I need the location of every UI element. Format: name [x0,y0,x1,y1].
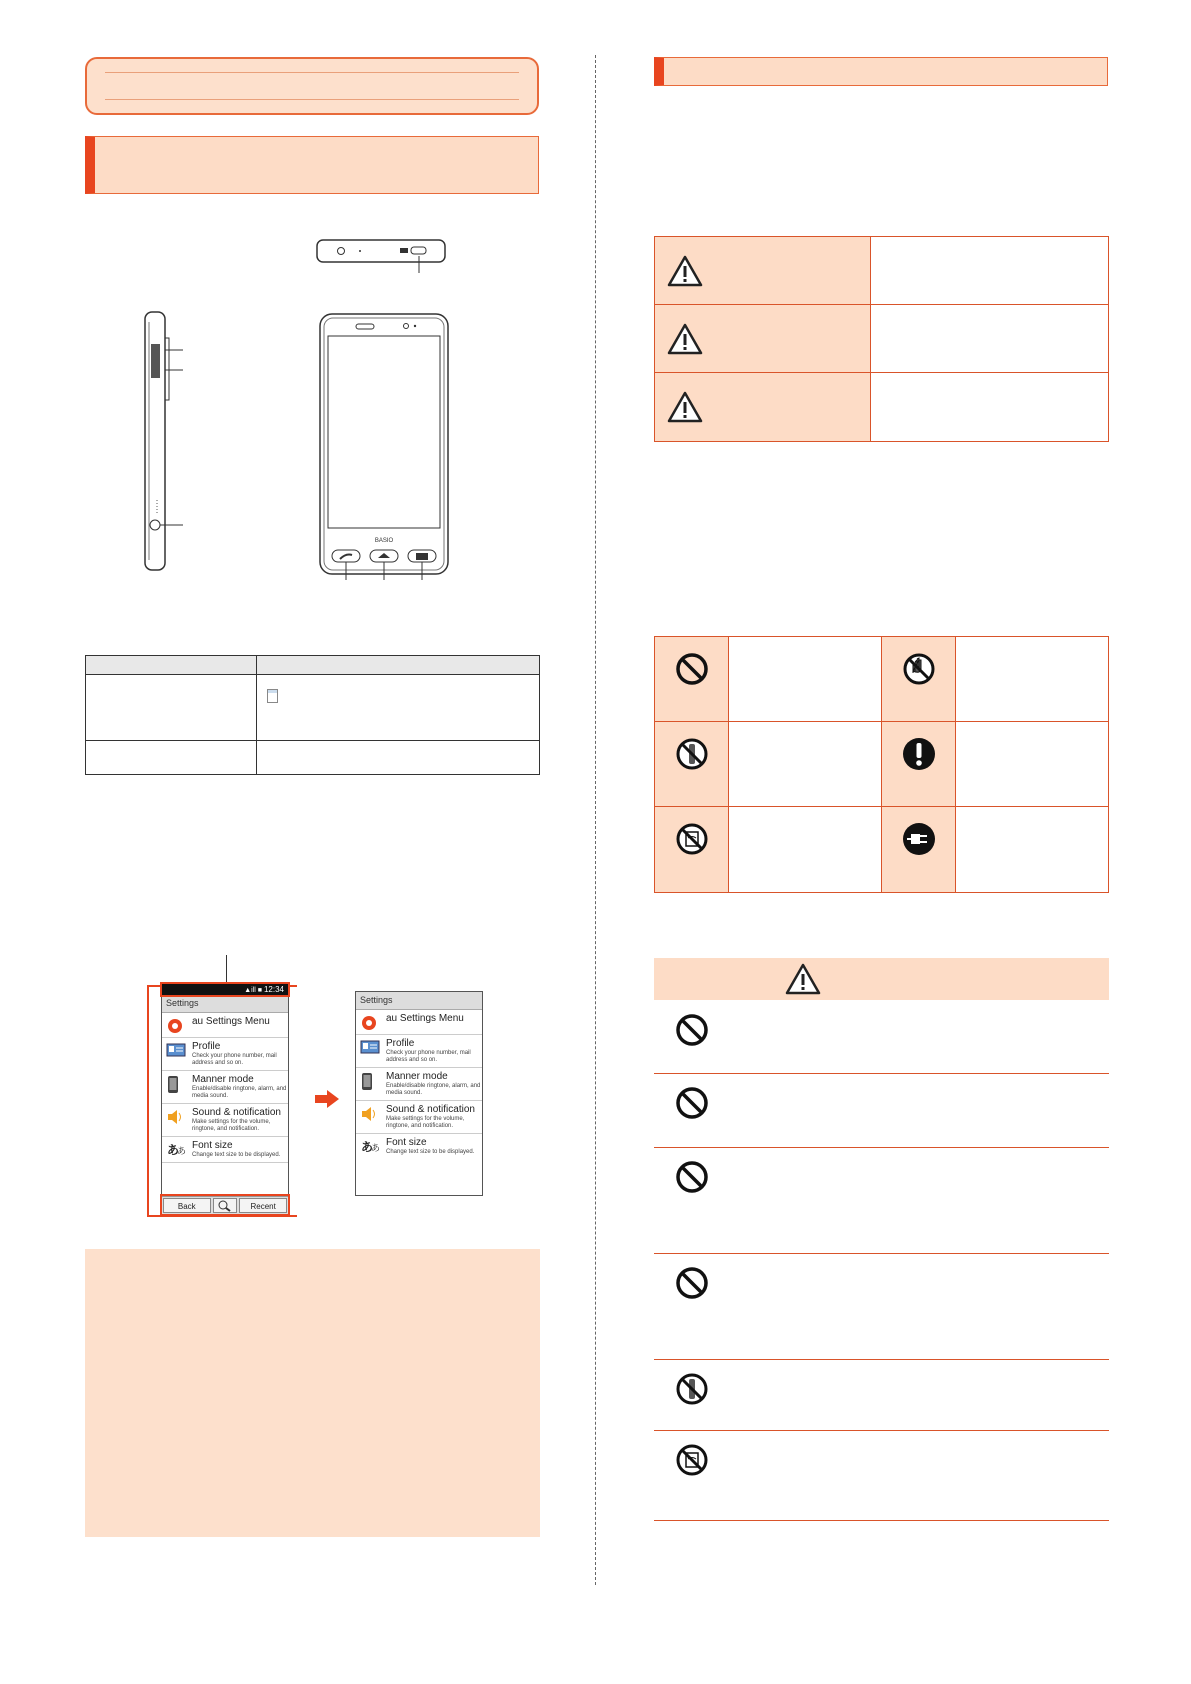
svg-text:あ: あ [167,1143,180,1157]
profile-card-icon [361,1040,377,1054]
svg-text:あ: あ [177,1147,187,1157]
app-title: Settings [162,995,288,1013]
font-glyph-icon [361,1139,381,1154]
mandatory-action-icon [901,736,937,772]
speaker-icon [167,1109,183,1123]
speaker-icon [361,1106,377,1120]
parts-table [85,655,540,775]
warning-row-warning [655,305,1108,373]
prohibited-icon [674,1012,710,1048]
symbol-cell [655,722,882,807]
symbol-cell [655,637,882,722]
rule-row [654,1073,1109,1148]
warning-level-table [654,236,1109,442]
warning-row-danger [655,237,1108,305]
settings-screen-before [161,983,289,1215]
arrow-right-icon [315,1090,341,1108]
zoom-icon [217,1199,233,1211]
back-softkey[interactable]: Back [163,1198,211,1213]
column-divider [595,55,596,1585]
phone-front-view [318,312,453,582]
rule-row [654,1430,1109,1521]
symbol-legend-grid [654,636,1109,893]
symbol-cell [881,722,1108,807]
gear-icon [167,1018,183,1032]
menu-item[interactable]: Manner mode Enable/disable ringtone, alarm, and media sound. [162,1071,288,1104]
rule-row [654,1359,1109,1431]
prohibited-icon [674,651,710,687]
chapter-title-box [85,57,539,115]
phone-top-view [315,236,450,276]
menu-item[interactable]: au Settings Menu [162,1013,288,1038]
app-title: Settings [356,992,482,1010]
softkey-bar [162,1196,288,1214]
font-glyph-icon [167,1142,187,1157]
no-disassembly-icon [674,736,710,772]
prohibited-icon [674,1159,710,1195]
menu-item[interactable]: Sound & notification Make settings for the volume, ringtone, and notification. [162,1104,288,1137]
symbol-cell [655,807,882,892]
safety-section-header [654,57,1108,86]
menu-item[interactable]: Sound & notification Make settings for the volume, ringtone, and notification. [356,1101,482,1134]
menu-item[interactable]: あ あ Font size Change text size to be displayed. [361,1137,475,1155]
menu-item[interactable]: Manner mode Enable/disable ringtone, alarm, and media sound. [356,1068,482,1101]
menu-item[interactable]: Profile Check your phone number, mail address and so on. [356,1035,482,1068]
status-bar: ▲ill ■ 12:34 [162,984,288,995]
danger-header-band [654,958,1109,1000]
warning-triangle-icon [785,963,821,995]
menu-item[interactable]: au Settings Menu [356,1010,482,1035]
phone-brand-label: BASIO [374,538,394,544]
warning-triangle-icon [667,323,703,355]
no-water-icon [674,1442,710,1478]
phone-side-view [135,310,195,575]
svg-text:あ: あ [361,1140,374,1154]
callout-line [226,955,227,984]
phone-silhouette-icon [167,1076,183,1090]
notebook-icon [267,689,278,703]
profile-card-icon [167,1043,183,1057]
phone-silhouette-icon [361,1073,377,1087]
zoom-softkey[interactable] [213,1198,238,1213]
no-wet-hands-icon [901,651,937,687]
rule-row [654,1147,1109,1254]
warning-row-caution [655,373,1108,441]
symbol-cell [881,807,1108,892]
menu-item[interactable]: あ あ Font size Change text size to be displayed. [162,1137,288,1163]
no-water-icon [674,821,710,857]
recent-softkey[interactable]: Recent [239,1198,287,1213]
section-title-box [85,136,539,194]
rule-row [654,1253,1109,1360]
menu-item[interactable]: Profile Check your phone number, mail address and so on. [162,1038,288,1071]
memo-box [85,1249,540,1537]
no-disassembly-icon [674,1371,710,1407]
warning-triangle-icon [667,391,703,423]
rule-row [654,1000,1109,1074]
symbol-cell [881,637,1108,722]
settings-screen-after [355,991,483,1196]
unplug-icon [901,821,937,857]
svg-text:あ: あ [371,1144,381,1154]
prohibited-icon [674,1085,710,1121]
warning-triangle-icon [667,255,703,287]
prohibited-icon [674,1265,710,1301]
gear-icon [361,1015,377,1029]
